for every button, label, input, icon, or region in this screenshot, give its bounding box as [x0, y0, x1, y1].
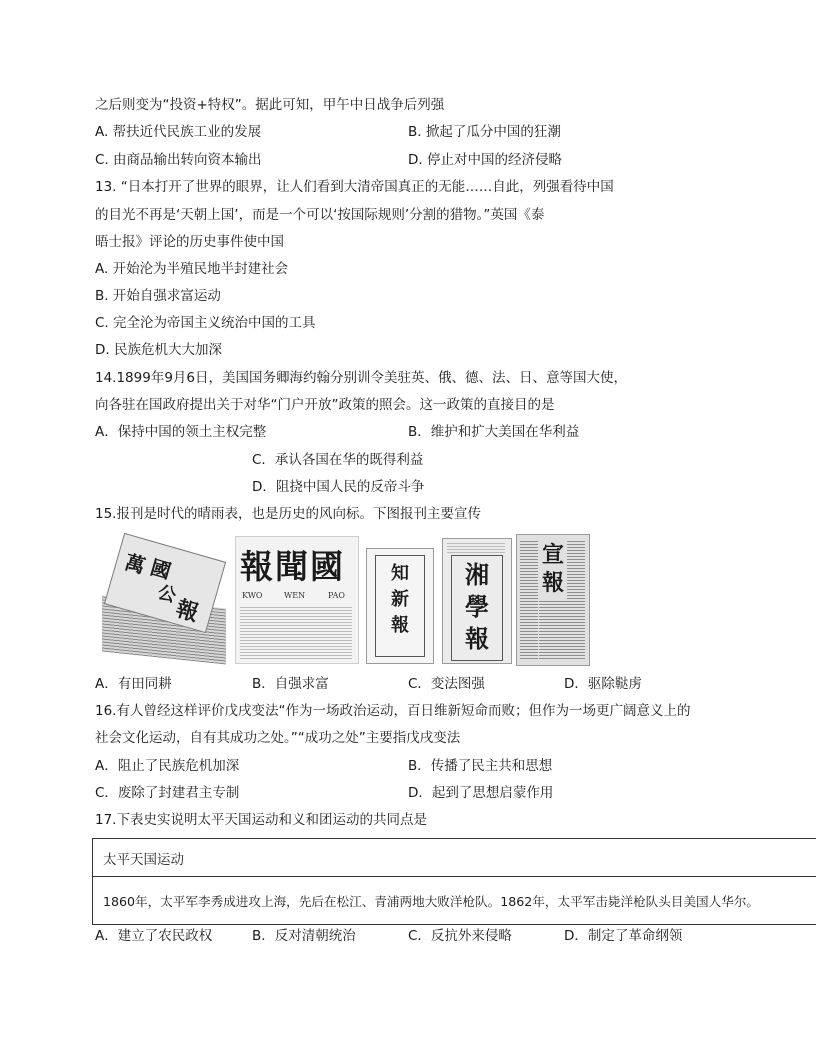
q12-option-c[interactable]: C. 由商品输出转向资本输出: [95, 152, 262, 168]
q13-option-d[interactable]: D. 民族危机大大加深: [95, 342, 222, 358]
q13-option-a[interactable]: A. 开始沦为半殖民地半封建社会: [95, 261, 289, 277]
paper2-roman-2: WEN: [284, 591, 306, 600]
q17-option-b[interactable]: B．反对清朝统治: [252, 928, 356, 944]
q13-stem-line3: 晤士报》评论的历史事件使中国: [95, 234, 284, 250]
newspaper-wanguo-gongbao: [98, 540, 230, 664]
q14-option-a[interactable]: A．保持中国的领土主权完整: [95, 424, 267, 440]
q14-option-d[interactable]: D．阻挠中国人民的反帝斗争: [252, 479, 425, 495]
q16-stem-line1: 16.有人曾经这样评价戊戌变法“作为一场政治运动，百日维新短命而败；但作为一场更广阔意义上的: [95, 703, 691, 719]
q14-option-b[interactable]: B．维护和扩大美国在华利益: [408, 424, 580, 440]
q13-stem-line2: 的目光不再是‘天朝上国’，而是一个可以‘按国际规则’分割的猎物。”英国《泰: [95, 207, 545, 223]
q17-table-header: 太平天国运动: [93, 839, 816, 877]
newspaper-5: [516, 534, 590, 666]
q13-stem-line1: 13. “日本打开了世界的眼界，让人们看到大清帝国真正的无能……自此，列强看待中国: [95, 179, 614, 195]
q12-option-d[interactable]: D. 停止对中国的经济侵略: [408, 152, 562, 168]
q15-option-a[interactable]: A．有田同耕: [95, 676, 172, 692]
q12-option-a[interactable]: A. 帮扶近代民族工业的发展: [95, 124, 262, 140]
q17-option-a[interactable]: A．建立了农民政权: [95, 928, 213, 944]
q12-stem-tail: 之后则变为“投资+特权”。据此可知，甲午中日战争后列强: [95, 97, 445, 113]
q17-stem: 17.下表史实说明太平天国运动和义和团运动的共同点是: [95, 812, 427, 828]
q17-table: [92, 838, 816, 925]
q14-stem-line1: 14.1899年9月6日，美国国务卿海约翰分别训令美驻英、俄、德、法、日、意等国大使，: [95, 370, 628, 386]
q16-option-a[interactable]: A．阻止了民族危机加深: [95, 758, 240, 774]
newspaper-guowenbao: [235, 536, 359, 664]
q16-option-b[interactable]: B．传播了民主共和思想: [408, 758, 553, 774]
q15-stem: 15.报刊是时代的晴雨表，也是历史的风向标。下图报刊主要宣传: [95, 506, 481, 522]
q16-option-d[interactable]: D．起到了思想启蒙作用: [408, 785, 554, 801]
q14-stem-line2: 向各驻在国政府提出关于对华“门户开放”政策的照会。这一政策的直接目的是: [95, 397, 555, 413]
q12-option-b[interactable]: B. 掀起了瓜分中国的狂潮: [408, 124, 561, 140]
q16-option-c[interactable]: C．废除了封建君主专制: [95, 785, 240, 801]
paper2-title: 報聞國: [240, 547, 345, 586]
paper1-char4: 報: [172, 595, 202, 627]
paper1-char2: 國: [147, 554, 174, 584]
paper1-char3: 公: [155, 581, 179, 608]
newspaper-zhixinbao: [366, 548, 434, 664]
paper2-roman-1: KWO: [242, 591, 263, 600]
paper2-roman-3: PAO: [328, 591, 345, 600]
q15-option-b[interactable]: B．自强求富: [252, 676, 329, 692]
q17-table-row: 1860年，太平军李秀成进攻上海，先后在松江、青浦两地大败洋枪队。1862年，太平军击毙洋枪队头目美国人华尔。: [93, 877, 816, 925]
q15-option-d[interactable]: D．驱除鞑虏: [564, 676, 642, 692]
q13-option-c[interactable]: C. 完全沦为帝国主义统治中国的工具: [95, 315, 316, 331]
q16-stem-line2: 社会文化运动，自有其成功之处。”“成功之处”主要指戊戌变法: [95, 730, 461, 746]
q17-option-c[interactable]: C．反抗外来侵略: [408, 928, 512, 944]
newspaper-images: [98, 532, 798, 667]
paper3-title: 知新報: [391, 563, 409, 636]
newspaper-xiangxuebao: [442, 538, 512, 664]
q17-option-d[interactable]: D．制定了革命纲领: [564, 928, 683, 944]
paper4-title: 湘學報: [465, 560, 489, 653]
paper1-char1: 萬: [122, 549, 148, 579]
paper5-title: 宣報: [541, 542, 564, 596]
q13-option-b[interactable]: B. 开始自强求富运动: [95, 288, 221, 304]
q15-option-c[interactable]: C．变法图强: [408, 676, 485, 692]
q14-option-c[interactable]: C．承认各国在华的既得利益: [252, 452, 424, 468]
